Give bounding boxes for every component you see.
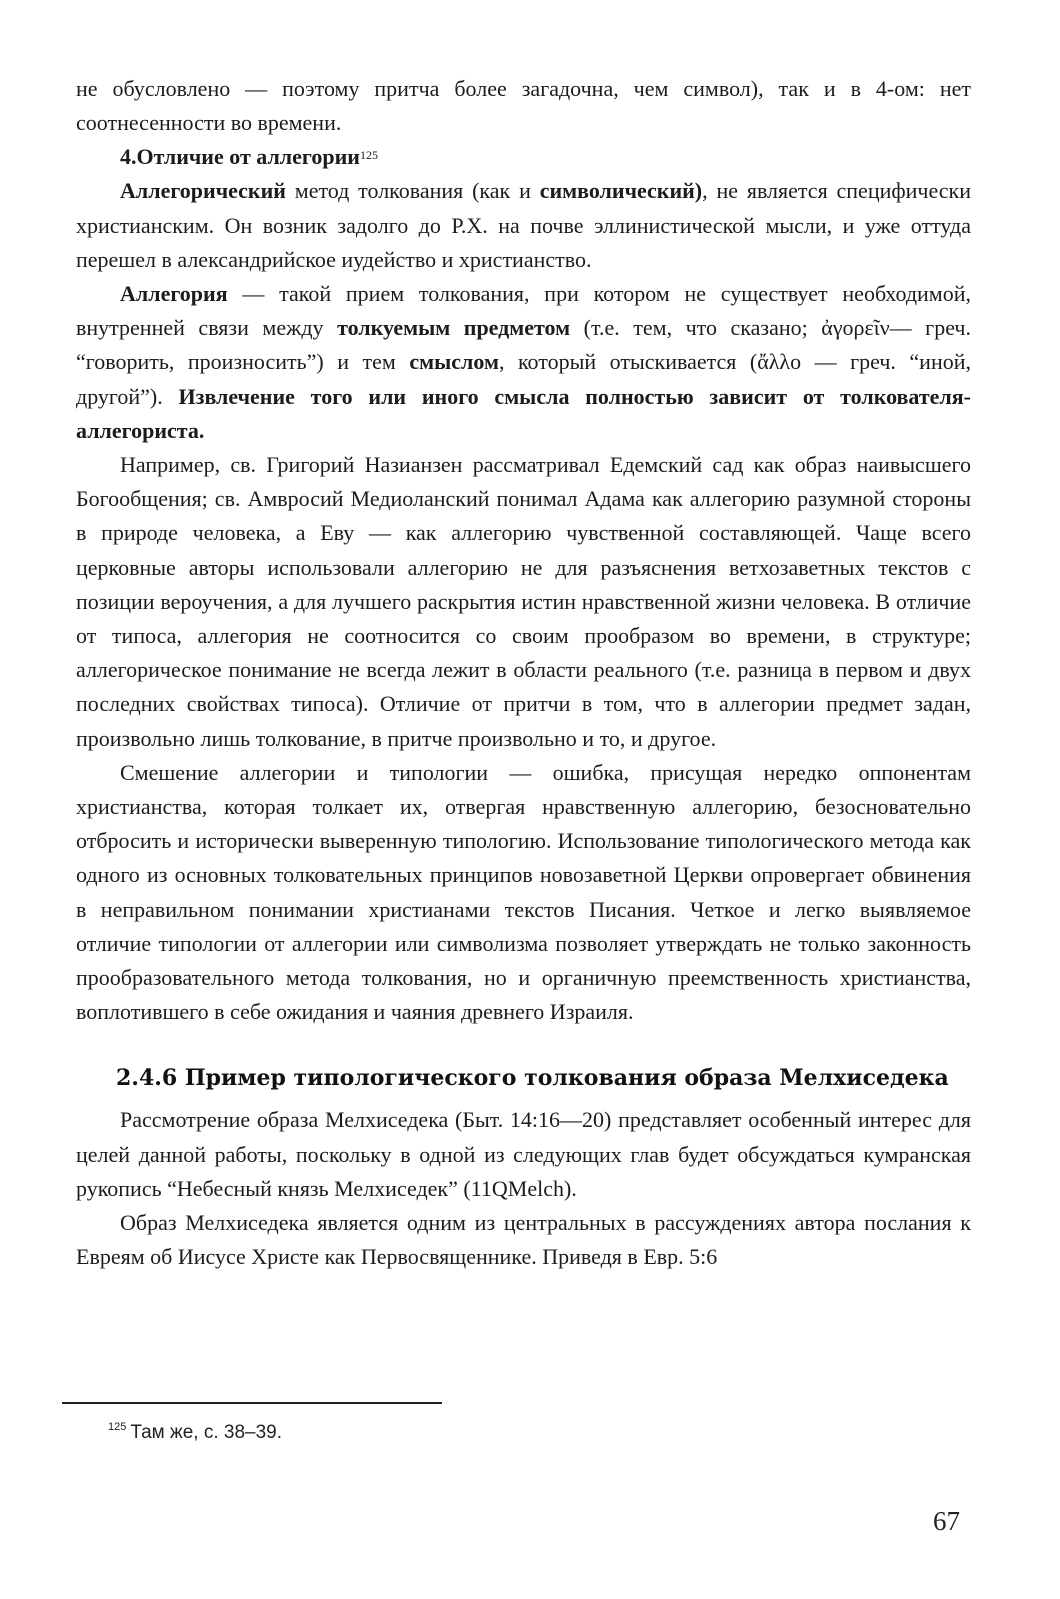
footnote-divider: [62, 1402, 442, 1404]
text-run: , не является специфически христианским. Он возник задолго до Р.Х. на почве эллинистической мысли, и уже оттуда перешел в александрийское иудейство и христианство.: [76, 178, 971, 272]
text-run: , который отыскивается (ἄλλο — греч. “иной, другой”).: [76, 349, 971, 409]
emphasis-statement: Извлечение того или иного смысла полностью зависит от толкователя-аллегориста.: [76, 383, 971, 443]
footnote-ref[interactable]: 125: [359, 148, 378, 163]
section-heading: 2.4.6 Пример типологического толкования образа Мелхиседека: [116, 1065, 949, 1092]
paragraph-allegory-definition: [76, 277, 971, 448]
paragraph-melchizedek-intro: Рассмотрение образа Мелхиседека (Быт. 14:16—20) представляет особенный интерес для целей данной работы, поскольку в одной из следующих глав будет обсуждаться кумранская рукопись “Небесный князь Мелхиседек” (11QMelch).: [76, 1107, 971, 1201]
text-run: (т.е. тем, что сказано; ἀγορεῖν— греч. “говорить, произносить”) и тем: [76, 315, 971, 375]
footnote-text: Там же, с. 38–39.: [130, 1422, 283, 1443]
text-run: — такой прием толкования, при котором не существует необходимой, внутренней связи между: [76, 281, 971, 341]
paragraph-examples: Например, св. Григорий Назианзен рассматривал Едемский сад как образ наивысшего Богообщения; св. Амвросий Медиоланский понимал Адама как аллегорию разумной стороны в природе человека, а Еву — как аллегорию чувственной составляющей. Чаще всего церковные авторы использовали аллегорию не для разъяснения ветхозаветных текстов с позиции вероучения, а для лучшего раскрытия истин нравственной жизни человека. В отличие от типоса, аллегория не соотносится со своим прообразом во времени, в структуре; аллегорическое понимание не всегда лежит в области реального (т.е. разница в первом и двух последних свойствах типоса). Отличие от притчи в том, что в аллегории предмет задан, произвольно лишь толкование, в притче произвольно и то, и другое.: [76, 452, 971, 751]
footnote-number: 125: [108, 1421, 127, 1433]
term-interpreted-subject: толкуемым предметом: [337, 315, 571, 341]
term-allegorical: Аллегорический: [120, 178, 286, 204]
term-meaning: смыслом: [409, 349, 499, 375]
term-symbolic: символический): [539, 178, 703, 204]
subsection-heading: [76, 140, 971, 174]
paragraph-allegorical-method: [76, 174, 971, 277]
text-run: метод толкования (как и: [285, 178, 540, 204]
main-text: [76, 72, 971, 1275]
paragraph-intro: не обусловлено — поэтому притча более загадочна, чем символ), так и в 4-ом: нет соотнесенности во времени.: [76, 76, 971, 136]
footnote: [108, 1422, 282, 1444]
paragraph-melchizedek-image: Образ Мелхиседека является одним из центральных в рассуждениях автора послания к Евреям об Иисусе Христе как Первосвященнике. Приведя в Евр. 5:6: [76, 1210, 971, 1270]
subsection-title: 4.Отличие от аллегории: [120, 144, 360, 170]
paragraph-mixing-allegory-typology: Смешение аллегории и типологии — ошибка, присущая нередко оппонентам христианства, которая толкает их, отвергая нравственную аллегорию, безосновательно отбросить и исторически выверенную типологию. Использование типологического метода как одного из основных толковательных принципов новозаветной Церкви опровергает обвинения в неправильном понимании христианами текстов Писания. Четкое и легко выявляемое отличие типологии от аллегории или символизма позволяет утверждать не только законность прообразовательного метода толкования, но и органичную преемственность христианства, воплотившего в себе ожидания и чаяния древнего Израиля.: [76, 759, 971, 1025]
page-number: 67: [933, 1506, 960, 1536]
term-allegory: Аллегория: [120, 281, 228, 307]
